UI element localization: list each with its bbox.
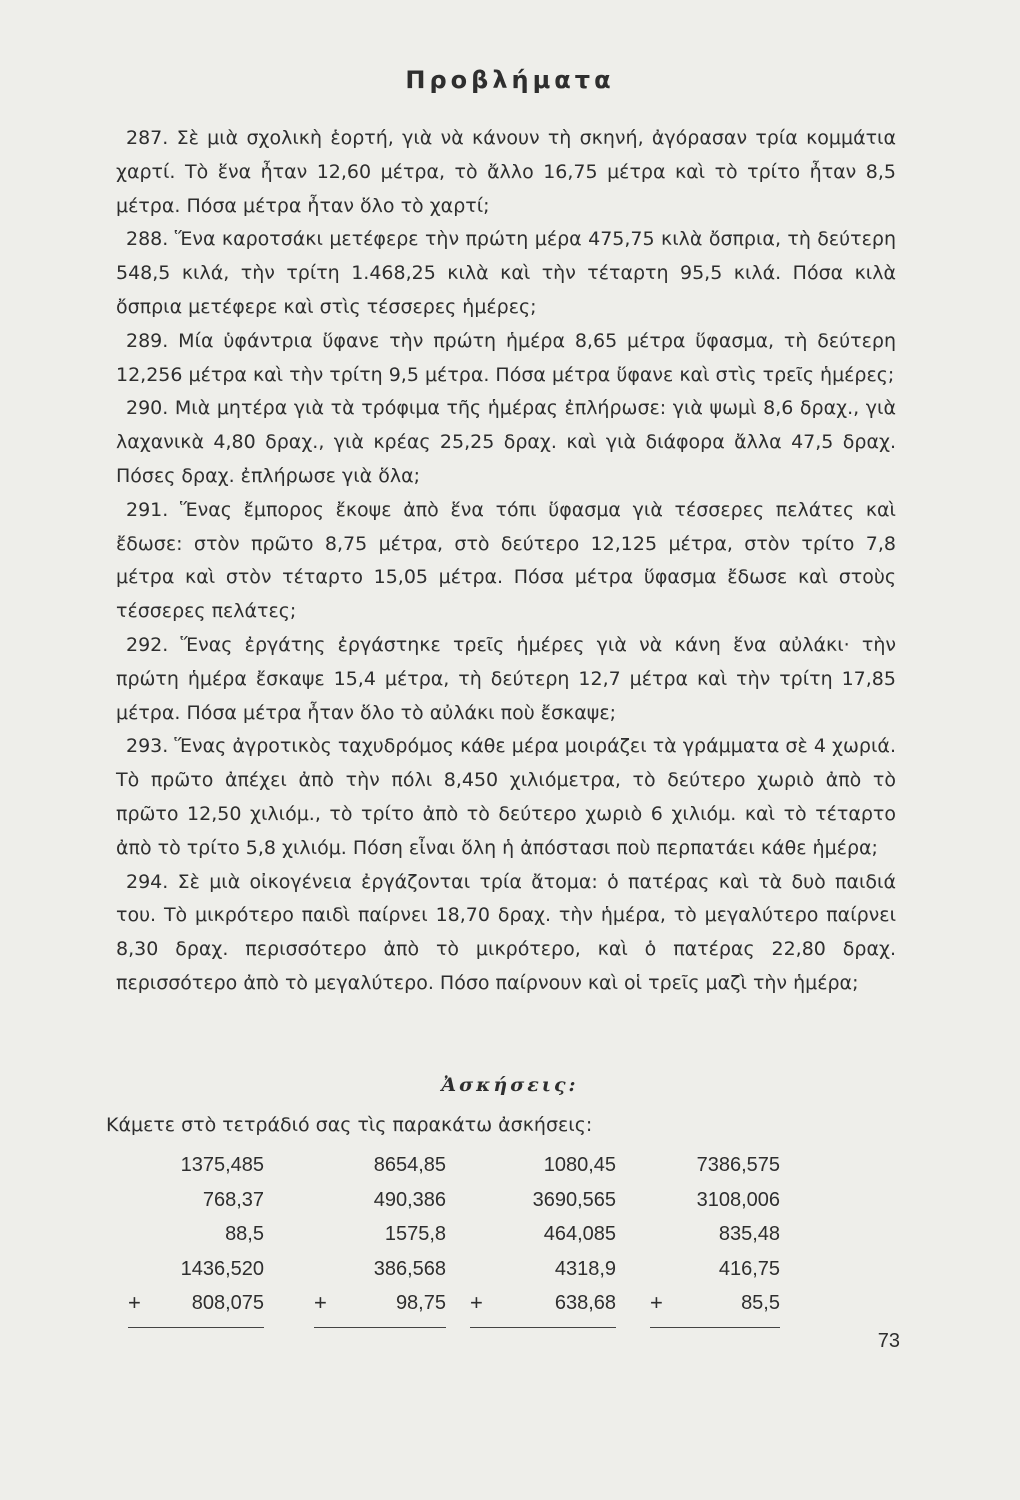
problem-list: [116, 122, 896, 1001]
addend: 3690,565: [532, 1188, 616, 1211]
problem-292: 292. Ἕνας ἐργάτης ἐργάστηκε τρεῖς ἡμέρες γιὰ νὰ κάνη ἕνα αὐλάκι· τὴν πρώτη ἡμέρα ἔσκαψε 15,4 μέτρα, τὴ δεύτερη 12,7 μέτρα καὶ τὴν τρίτη 17,85 μέτρα. Πόσα μέτρα ἦταν ὅλο τὸ αὐλάκι ποὺ ἔσκαψε;: [116, 633, 896, 724]
addition-column-2: [314, 1148, 446, 1328]
addend: 8654,85: [373, 1154, 446, 1176]
addend: 3108,006: [696, 1188, 780, 1211]
addend: 85,5: [741, 1292, 780, 1314]
plus-sign: +: [314, 1290, 327, 1315]
addend: 1575,8: [384, 1223, 446, 1245]
problem-294: 294. Σὲ μιὰ οἰκογένεια ἐργάζονται τρία ἄτομα: ὁ πατέρας καὶ τὰ δυὸ παιδιά του. Τὸ μικρότερο παιδὶ παίρνει 18,70 δραχ. τὴν ἡμέρα, τὸ μεγαλύτερο παίρνει 8,30 δραχ. περισσότερο ἀπὸ τὸ μικρότερο, καὶ ὁ πατέρας 22,80 δραχ. περισσότερο ἀπὸ τὸ μεγαλύτερο. Πόσο παίρνουν καὶ οἱ τρεῖς μαζὶ τὴν ἡμέρα;: [116, 870, 896, 994]
problem-293: 293. Ἕνας ἀγροτικὸς ταχυδρόμος κάθε μέρα μοιράζει τὰ γράμματα σὲ 4 χωριά. Τὸ πρῶτο ἀπέχει ἀπὸ τὴν πόλι 8,450 χιλιόμετρα, τὸ δεύτερο χωριὸ ἀπὸ τὸ πρῶτο 12,50 χιλιόμ., τὸ τρίτο ἀπὸ τὸ δεύτερο χωριὸ 6 χιλιόμ. καὶ τὸ τέταρτο ἀπὸ τὸ τρίτο 5,8 χιλιόμ. Πόση εἶναι ὅλη ἡ ἀπόστασι ποὺ περπατάει κάθε ἡμέρα;: [116, 735, 896, 859]
addend: 638,68: [554, 1292, 616, 1314]
addition-column-3: [470, 1148, 616, 1328]
addend: 1375,485: [180, 1154, 264, 1176]
plus-sign: +: [128, 1290, 141, 1315]
problem-288: 288. Ἕνα καροτσάκι μετέφερε τὴν πρώτη μέρα 475,75 κιλὰ ὄσπρια, τὴ δεύτερη 548,5 κιλά, τὴν τρίτη 1.468,25 κιλὰ καὶ τὴν τέταρτη 95,5 κιλά. Πόσα κιλὰ ὄσπρια μετέφερε καὶ στὶς τέσσερες ἡμέρες;: [116, 228, 896, 318]
plus-sign: +: [650, 1290, 663, 1315]
problem-289: 289. Μία ὑφάντρια ὕφανε τὴν πρώτη ἡμέρα 8,65 μέτρα ὕφασμα, τὴ δεύτερη 12,256 μέτρα καὶ τὴν τρίτη 9,5 μέτρα. Πόσα μέτρα ὕφανε καὶ στὶς τρεῖς ἡμέρες;: [116, 329, 896, 386]
addend: 490,386: [373, 1188, 446, 1211]
exercises-heading: Ἀσκήσεις:: [441, 1074, 579, 1096]
addend: 98,75: [395, 1292, 446, 1314]
sum-rule: [470, 1327, 616, 1328]
addend: 464,085: [543, 1223, 616, 1245]
sum-rule: [650, 1327, 780, 1328]
addend: 808,075: [191, 1292, 264, 1314]
addend: 4318,9: [554, 1257, 616, 1280]
addend: 416,75: [718, 1257, 780, 1280]
sum-rule: [128, 1327, 264, 1328]
problem-287: 287. Σὲ μιὰ σχολικὴ ἑορτή, γιὰ νὰ κάνουν τὴ σκηνή, ἀγόρασαν τρία κομμάτια χαρτί. Τὸ ἕνα ἦταν 12,60 μέτρα, τὸ ἄλλο 16,75 μέτρα καὶ τὸ τρίτο ἦταν 8,5 μέτρα. Πόσα μέτρα ἦταν ὅλο τὸ χαρτί;: [116, 127, 896, 217]
sum-rule: [314, 1327, 446, 1328]
addition-column-1: [128, 1148, 264, 1328]
addend: 7386,575: [696, 1154, 780, 1176]
plus-sign: +: [470, 1290, 483, 1315]
addend: 386,568: [373, 1257, 446, 1280]
page-title: Προβλήματα: [405, 66, 615, 94]
exercises-intro: Κάμετε στὸ τετράδιό σας τὶς παρακάτω ἀσκήσεις:: [106, 1114, 593, 1136]
problem-290: 290. Μιὰ μητέρα γιὰ τὰ τρόφιμα τῆς ἡμέρας ἐπλήρωσε: γιὰ ψωμὶ 8,6 δραχ., γιὰ λαχανικὰ 4,80 δραχ., γιὰ κρέας 25,25 δραχ. καὶ γιὰ διάφορα ἄλλα 47,5 δραχ. Πόσες δραχ. ἐπλήρωσε γιὰ ὅλα;: [116, 397, 896, 487]
addend: 835,48: [718, 1223, 780, 1245]
addend: 768,37: [202, 1188, 264, 1211]
page-number: 73: [877, 1330, 900, 1352]
addition-column-4: [650, 1148, 780, 1328]
addend: 1436,520: [180, 1257, 264, 1280]
addend: 1080,45: [543, 1154, 616, 1176]
problem-291: 291. Ἕνας ἔμπορος ἔκοψε ἀπὸ ἕνα τόπι ὕφασμα γιὰ τέσσερες πελάτες καὶ ἔδωσε: στὸν πρῶτο 8,75 μέτρα, στὸ δεύτερο 12,125 μέτρα, στὸν τρίτο 7,8 μέτρα καὶ στὸν τέταρτο 15,05 μέτρα. Πόσα μέτρα ὕφασμα ἔδωσε καὶ στοὺς τέσσερες πελάτες;: [116, 498, 896, 623]
addend: 88,5: [225, 1223, 264, 1245]
